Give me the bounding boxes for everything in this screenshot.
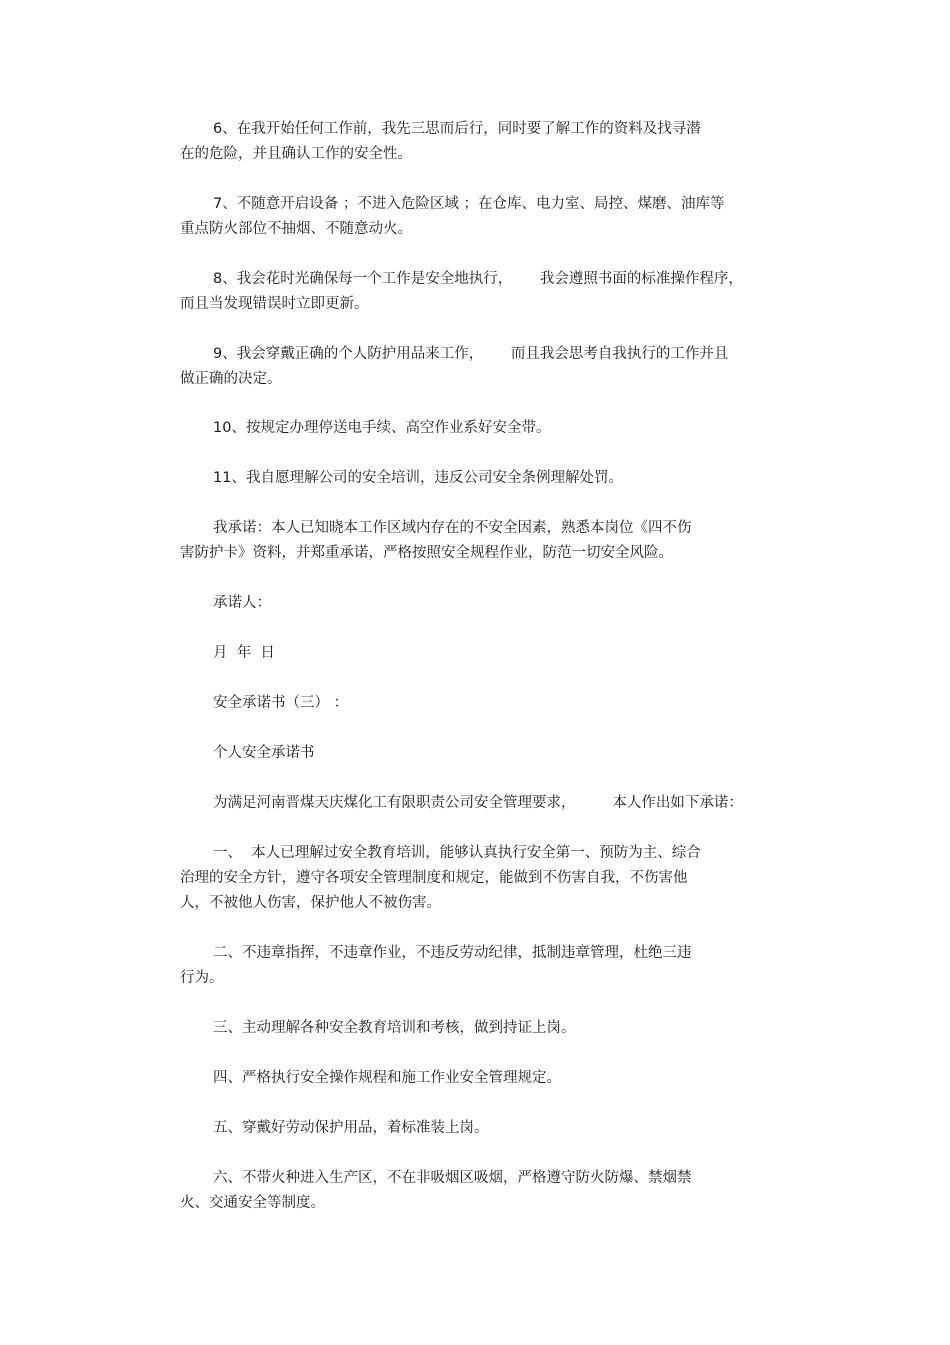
text-line: 治理的安全方针，遵守各项安全管理制度和规定，能做到不伤害自我，不伤害他 [180,870,688,886]
paragraph-item-11 [180,466,770,491]
text-line: 五、穿戴好劳动保护用品，着标准装上岗。 [213,1120,489,1136]
paragraph-item-three [180,1016,770,1041]
paragraph-item-six [180,1166,770,1216]
text-line: 为满足河南晋煤天庆煤化工有限职责公司安全管理要求， 本人作出如下承诺： [213,795,743,811]
text-line: 9、我会穿戴正确的个人防护用品来工作， 而且我会思考自我执行的工作并且 [213,346,729,362]
text-line: 安全承诺书（三） ： [213,695,349,711]
paragraph-item-five [180,1116,770,1141]
paragraph-item-two [180,941,770,991]
paragraph-item-one [180,841,770,916]
paragraph-item-8 [180,267,770,317]
signer-line [180,591,770,616]
paragraph-item-7 [180,192,770,242]
text-line: 三、主动理解各种安全教育培训和考核，做到持证上岗。 [213,1020,576,1036]
text-line: 10、按规定办理停送电手续、高空作业系好安全带。 [213,420,551,436]
text-line: 承诺人： [213,595,271,611]
text-line: 我承诺：本人已知晓本工作区域内存在的不安全因素，熟悉本岗位《四不伤 [213,520,692,536]
text-line: 人，不被他人伤害，保护他人不被伤害。 [180,895,441,911]
text-line: 火、交通安全等制度。 [180,1195,325,1211]
text-line: 六、不带火种进入生产区，不在非吸烟区吸烟，严格遵守防火防爆、禁烟禁 [213,1170,692,1186]
date-line [180,641,770,666]
intro-paragraph [180,791,770,816]
text-line: 8、我会花时光确保每一个工作是安全地执行， 我会遵照书面的标准操作程序， [213,271,743,287]
text-line: 害防护卡》资料，并郑重承诺，严格按照安全规程作业，防范一切安全风险。 [180,545,673,561]
paragraph-item-6 [180,117,770,167]
document-title [180,741,770,766]
paragraph-item-9 [180,342,770,392]
text-line: 二、不违章指挥，不违章作业，不违反劳动纪律，抵制违章管理，杜绝三违 [213,945,692,961]
text-line: 一、 本人已理解过安全教育培训，能够认真执行安全第一、预防为主、综合 [213,845,701,861]
text-line: 重点防火部位不抽烟、不随意动火。 [180,221,412,237]
text-line: 月 年 日 [213,645,275,661]
text-line: 7、不随意开启设备 ；不进入危险区域 ；在仓库、电力室、局控、煤磨、油库等 [213,196,725,212]
section-heading [180,691,770,716]
text-line: 11、我自愿理解公司的安全培训，违反公司安全条例理解处罚。 [213,470,623,486]
paragraph-item-four [180,1066,770,1091]
text-line: 而且当发现错误时立即更新。 [180,296,369,312]
paragraph-commitment [180,516,770,566]
text-line: 个人安全承诺书 [213,745,315,761]
text-line: 行为。 [180,970,224,986]
paragraph-item-10 [180,416,770,441]
text-line: 在的危险，并且确认工作的安全性。 [180,146,412,162]
text-line: 四、严格执行安全操作规程和施工作业安全管理规定。 [213,1070,561,1086]
text-line: 6、在我开始任何工作前，我先三思而后行，同时要了解工作的资料及找寻潜 [213,121,701,137]
text-line: 做正确的决定。 [180,371,282,387]
